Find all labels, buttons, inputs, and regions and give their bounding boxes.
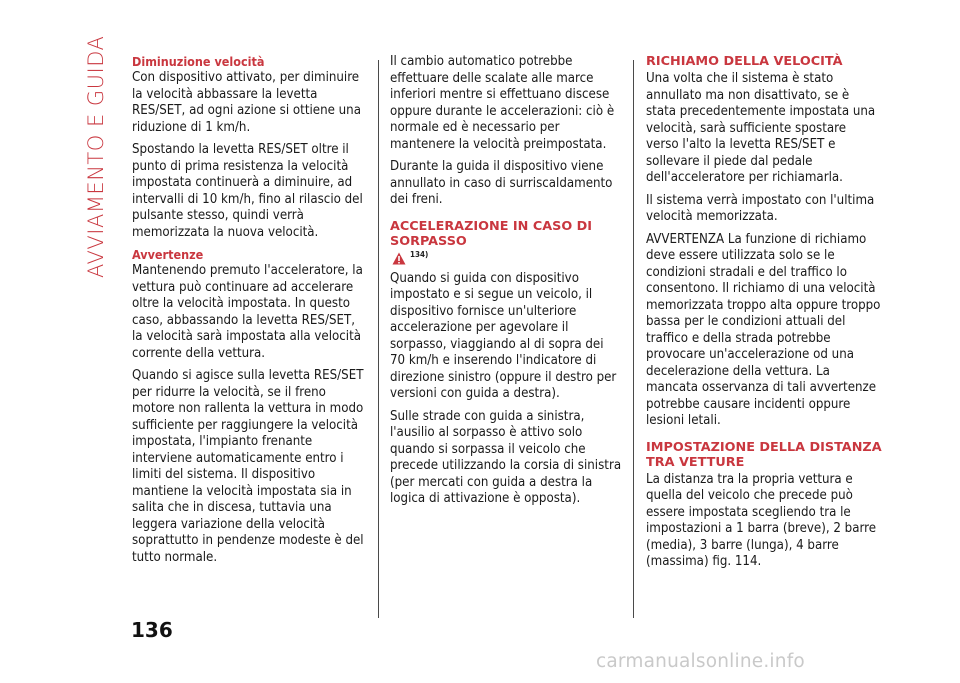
column-middle <box>390 54 622 514</box>
heading-speed-decrease: Diminuzione velocità <box>132 54 265 69</box>
heading-speed-recall: RICHIAMO DELLA VELOCITÀ <box>646 54 843 69</box>
paragraph: Il cambio automatico potrebbe effettuare delle scalate alle marce inferiori mentre si effettuano discese oppure durante le accelerazioni: ciò è normale ed è necessario per mantenere la velocità preimpostata. <box>390 54 615 152</box>
paragraph: Mantenendo premuto l'acceleratore, la vettura può continuare ad accelerare oltre la velocità impostata. In questo caso, abbassando la levetta RES/SET, la velocità sarà impostata alla velocità corrente della vettura. <box>132 263 363 361</box>
heading-warnings: Avvertenze <box>132 247 204 262</box>
paragraph: La distanza tra la propria vettura e quella del veicolo che precede può essere impostata scegliendo tra le impostazioni a 1 barra (breve), 2 barre (media), 3 barre (lunga), 4 barre (massima) fig. 114. <box>646 471 877 569</box>
heading-overtake-acceleration: ACCELERAZIONE IN CASO DI SORPASSO <box>390 218 593 249</box>
watermark-text: carmanualsonline.info <box>596 651 805 672</box>
paragraph: Una volta che il sistema è stato annullato ma non disattivato, se è stata precedentemente impostata una velocità, sarà sufficiente spostare verso l'alto la levetta RES/SET e sollevare il piede dal pedale dell'acceleratore per richiamarla. <box>646 71 876 185</box>
paragraph: Sulle strade con guida a sinistra, l'ausilio al sorpasso è attivo solo quando si sorpassa il veicolo che precede utilizzando la corsia di sinistra (per mercati con guida a destra la logica di attivazione è opposta). <box>390 408 622 506</box>
column-divider <box>378 60 379 618</box>
section-side-label-text: AVVIAMENTO E GUIDA <box>84 35 108 278</box>
heading-distance-setting: IMPOSTAZIONE DELLA DISTANZA TRA VETTURE <box>646 439 882 470</box>
warning-reference[interactable] <box>392 251 622 267</box>
warning-triangle-icon <box>392 252 406 265</box>
warning-reference-number: 134) <box>410 250 429 260</box>
paragraph: Durante la guida il dispositivo viene annullato in caso di surriscaldamento dei freni. <box>390 159 613 207</box>
page-number: 136 <box>131 618 173 642</box>
paragraph: AVVERTENZA La funzione di richiamo deve essere utilizzata solo se le condizioni stradali e del traffico lo consentono. Il richiamo di una velocità memorizzata troppo alta oppure troppo bassa per le condizioni attuali del traffico e della strada potrebbe provocare un'accelerazione od una decelerazione della vettura. La mancata osservanza di tali avvertenze potrebbe causare incidenti oppure lesioni letali. <box>646 231 881 428</box>
column-divider <box>633 60 634 618</box>
column-left <box>132 54 364 572</box>
paragraph: Con dispositivo attivato, per diminuire la velocità abbassare la levetta RES/SET, ad ogni azione si ottiene una riduzione di 1 km/h. <box>132 70 361 135</box>
paragraph: Spostando la levetta RES/SET oltre il punto di prima resistenza la velocità impostata continuerà a diminuire, ad intervalli di 10 km/h, fino al rilascio del pulsante stesso, quindi verrà memorizzata la nuova velocità. <box>132 142 363 240</box>
paragraph: Quando si guida con dispositivo impostato e si segue un veicolo, il dispositivo fornisce un'ulteriore accelerazione per agevolare il sorpasso, viaggiando al di sopra dei 70 km/h e inserendo l'indicatore di direzione sinistro (oppure il destro per versioni con guida a destra). <box>390 270 617 401</box>
paragraph: Quando si agisce sulla levetta RES/SET per ridurre la velocità, se il freno motore non rallenta la vettura in modo sufficiente per raggiungere la velocità impostata, l'impianto frenante interviene automaticamente entro i limiti del sistema. Il dispositivo mantiene la velocità impostata sia in salita che in discesa, tuttavia una leggera variazione della velocità soprattutto in pendenze modeste è del tutto normale. <box>132 368 364 565</box>
paragraph: Il sistema verrà impostato con l'ultima velocità memorizzata. <box>646 192 875 224</box>
column-right <box>646 54 882 577</box>
